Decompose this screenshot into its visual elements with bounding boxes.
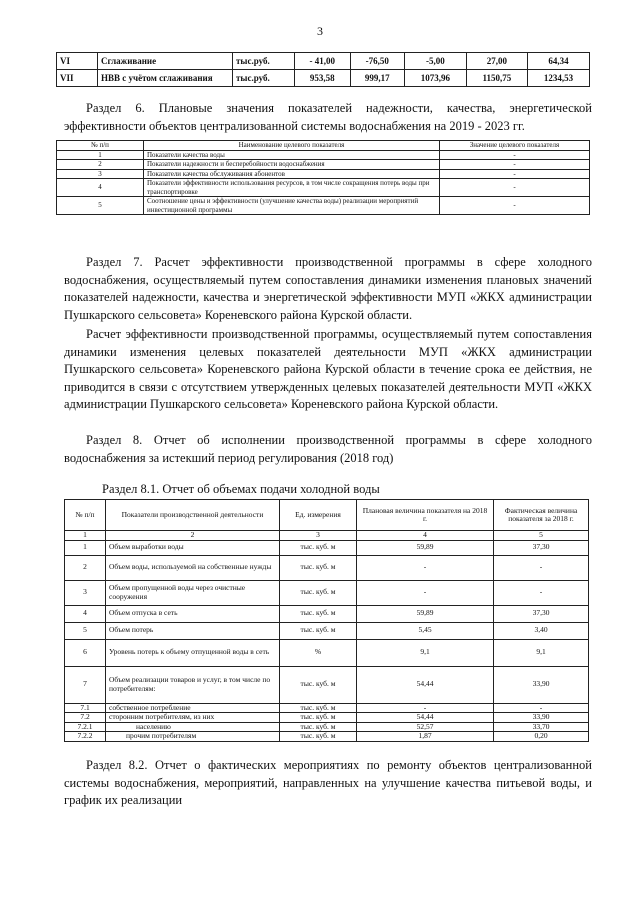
- smoothing-table: [56, 52, 590, 87]
- column-header: Наименование целевого показателя: [144, 141, 440, 151]
- row-number: 5: [65, 622, 106, 639]
- fact-value: 3,40: [494, 622, 589, 639]
- unit: тыс. куб. м: [280, 666, 357, 703]
- row-number: 4: [65, 605, 106, 622]
- row-number: 7.2: [65, 713, 106, 723]
- unit: тыс. куб. м: [280, 713, 357, 723]
- row-number: VI: [57, 53, 98, 70]
- section8-title: [64, 432, 592, 467]
- fact-value: -: [494, 555, 589, 580]
- indicator-name: прочим потребителям: [106, 732, 280, 742]
- table-header-row: [57, 141, 590, 151]
- indicator-value: -: [440, 169, 590, 179]
- plan-value: 59,89: [357, 540, 494, 555]
- table-row: [57, 70, 590, 87]
- indicator-name: сторонним потребителям, из них: [106, 713, 280, 723]
- table-row: [57, 179, 590, 197]
- row-number: 2: [65, 555, 106, 580]
- column-number-row: [65, 531, 589, 541]
- row-number: 1: [57, 150, 144, 160]
- fact-value: 0,20: [494, 732, 589, 742]
- fact-value: 33,90: [494, 666, 589, 703]
- section81-title: Раздел 8.1. Отчет об объемах подачи холодной воды: [102, 482, 380, 496]
- table-row: [57, 150, 590, 160]
- fact-value: -: [494, 580, 589, 605]
- section82-title: [64, 757, 592, 810]
- column-header: Ед. измерения: [280, 500, 357, 531]
- water-supply-volume-table: [64, 499, 589, 742]
- unit: тыс. куб. м: [280, 540, 357, 555]
- unit: тыс. куб. м: [280, 722, 357, 732]
- row-unit: тыс.руб.: [233, 70, 295, 87]
- indicator-name: населению: [106, 722, 280, 732]
- indicator-name: Показатели качества обслуживания абонентов: [144, 169, 440, 179]
- row-value: 953,58: [295, 70, 351, 87]
- row-number: 7.2.2: [65, 732, 106, 742]
- row-value: -76,50: [350, 53, 404, 70]
- row-number: 7.1: [65, 703, 106, 713]
- column-number: 4: [357, 531, 494, 541]
- indicator-name: Объем отпуска в сеть: [106, 605, 280, 622]
- row-value: 27,00: [466, 53, 527, 70]
- plan-value: 52,57: [357, 722, 494, 732]
- row-name: НВВ с учётом сглаживания: [98, 70, 233, 87]
- table-row: [65, 605, 589, 622]
- indicator-name: собственное потребление: [106, 703, 280, 713]
- unit: тыс. куб. м: [280, 555, 357, 580]
- row-value: - 41,00: [295, 53, 351, 70]
- column-header: Показатели производственной деятельности: [106, 500, 280, 531]
- table-header-row: [65, 500, 589, 531]
- row-number: 2: [57, 160, 144, 170]
- indicator-name: Объем потерь: [106, 622, 280, 639]
- fact-value: 33,90: [494, 713, 589, 723]
- unit: тыс. куб. м: [280, 703, 357, 713]
- row-number: 7.2.1: [65, 722, 106, 732]
- table-row: [65, 555, 589, 580]
- indicator-name: Показатели надежности и бесперебойности водоснабжения: [144, 160, 440, 170]
- indicator-name: Объем воды, используемой на собственные нужды: [106, 555, 280, 580]
- row-value: 1234,53: [527, 70, 589, 87]
- table-row: [57, 197, 590, 215]
- table-row: [65, 732, 589, 742]
- indicator-value: -: [440, 197, 590, 215]
- table-row: [65, 666, 589, 703]
- section7-p1-text: Раздел 7. Расчет эффективности производственной программы в сфере холодного водоснабжения, осуществляемый путем сопоставления динамики изменения плановых значений показателей надежности, качества и энергетической эффективности МУП «ЖКХ администрации Пушкарского сельсовета» Кореневского района Курской области.: [64, 255, 592, 322]
- row-value: 1150,75: [466, 70, 527, 87]
- row-number: 6: [65, 639, 106, 666]
- row-number: 5: [57, 197, 144, 215]
- plan-value: 5,45: [357, 622, 494, 639]
- indicator-name: Объем пропущенной воды через очистные сооружения: [106, 580, 280, 605]
- unit: тыс. куб. м: [280, 605, 357, 622]
- plan-value: 59,89: [357, 605, 494, 622]
- page-number: 3: [317, 24, 323, 38]
- plan-value: 54,44: [357, 713, 494, 723]
- row-number: 3: [65, 580, 106, 605]
- fact-value: 33,70: [494, 722, 589, 732]
- row-value: 64,34: [527, 53, 589, 70]
- column-number: 5: [494, 531, 589, 541]
- section8-title-text: Раздел 8. Отчет об исполнении производственной программы в сфере холодного водоснабжения за истекший период регулирования (2018 год): [64, 433, 592, 465]
- section7-paragraph-2: [64, 326, 592, 414]
- plan-value: -: [357, 703, 494, 713]
- column-header: № п/п: [57, 141, 144, 151]
- table-row: [57, 160, 590, 170]
- table-row: [65, 639, 589, 666]
- column-header: Фактическая величина показателя за 2018 г.: [494, 500, 589, 531]
- table-row: [65, 622, 589, 639]
- indicator-name: Объем реализации товаров и услуг, в том числе по потребителям:: [106, 666, 280, 703]
- table-row: [65, 580, 589, 605]
- column-number: 3: [280, 531, 357, 541]
- column-number: 2: [106, 531, 280, 541]
- unit: тыс. куб. м: [280, 580, 357, 605]
- row-name: Сглаживание: [98, 53, 233, 70]
- indicator-name: Уровень потерь к объему отпущенной воды в сеть: [106, 639, 280, 666]
- indicator-name: Соотношение цены и эффективности (улучшение качества воды) реализации мероприятий инвестиционной программы: [144, 197, 440, 215]
- section7-paragraph-1: [64, 254, 592, 324]
- plan-value: -: [357, 555, 494, 580]
- indicator-name: Показатели эффективности использования ресурсов, в том числе сокращения потерь воды при транспортировке: [144, 179, 440, 197]
- plan-value: -: [357, 580, 494, 605]
- row-number: 7: [65, 666, 106, 703]
- table-row: [57, 53, 590, 70]
- column-number: 1: [65, 531, 106, 541]
- section6-title-text: Раздел 6. Плановые значения показателей надежности, качества, энергетической эффективности объектов централизованной системы водоснабжения на 2019 - 2023 гг.: [64, 101, 592, 133]
- indicator-value: -: [440, 150, 590, 160]
- row-unit: тыс.руб.: [233, 53, 295, 70]
- table-row: [65, 713, 589, 723]
- unit: тыс. куб. м: [280, 732, 357, 742]
- indicator-name: Объем выработки воды: [106, 540, 280, 555]
- row-value: 999,17: [350, 70, 404, 87]
- section6-title: [64, 100, 592, 135]
- row-number: VII: [57, 70, 98, 87]
- column-header: № п/п: [65, 500, 106, 531]
- column-header: Значение целевого показателя: [440, 141, 590, 151]
- fact-value: -: [494, 703, 589, 713]
- section7-p2-text: Расчет эффективности производственной программы, осуществляемый путем сопоставления динамики изменения целевых показателей деятельности МУП «ЖКХ администрации Пушкарского сельсовета» Кореневского района Курской области в течение срока ее действия, не приводится в связи с отсутствием утвержденных целевых показателей деятельности МУП «ЖКХ администрации Пушкарского сельсовета» Кореневского района Курской области.: [64, 327, 592, 411]
- indicator-name: Показатели качества воды: [144, 150, 440, 160]
- fact-value: 37,30: [494, 540, 589, 555]
- fact-value: 37,30: [494, 605, 589, 622]
- fact-value: 9,1: [494, 639, 589, 666]
- row-number: 3: [57, 169, 144, 179]
- plan-value: 9,1: [357, 639, 494, 666]
- row-value: 1073,96: [404, 70, 466, 87]
- table-row: [57, 169, 590, 179]
- unit: %: [280, 639, 357, 666]
- column-header: Плановая величина показателя на 2018 г.: [357, 500, 494, 531]
- section6-table: [56, 140, 590, 215]
- row-number: 1: [65, 540, 106, 555]
- table-row: [65, 540, 589, 555]
- indicator-value: -: [440, 179, 590, 197]
- row-number: 4: [57, 179, 144, 197]
- row-value: -5,00: [404, 53, 466, 70]
- indicator-value: -: [440, 160, 590, 170]
- section82-title-text: Раздел 8.2. Отчет о фактических мероприятиях по ремонту объектов централизованной системы водоснабжения, мероприятий, направленных на улучшение качества питьевой воды, и график их реализации: [64, 758, 592, 807]
- plan-value: 1,87: [357, 732, 494, 742]
- plan-value: 54,44: [357, 666, 494, 703]
- unit: тыс. куб. м: [280, 622, 357, 639]
